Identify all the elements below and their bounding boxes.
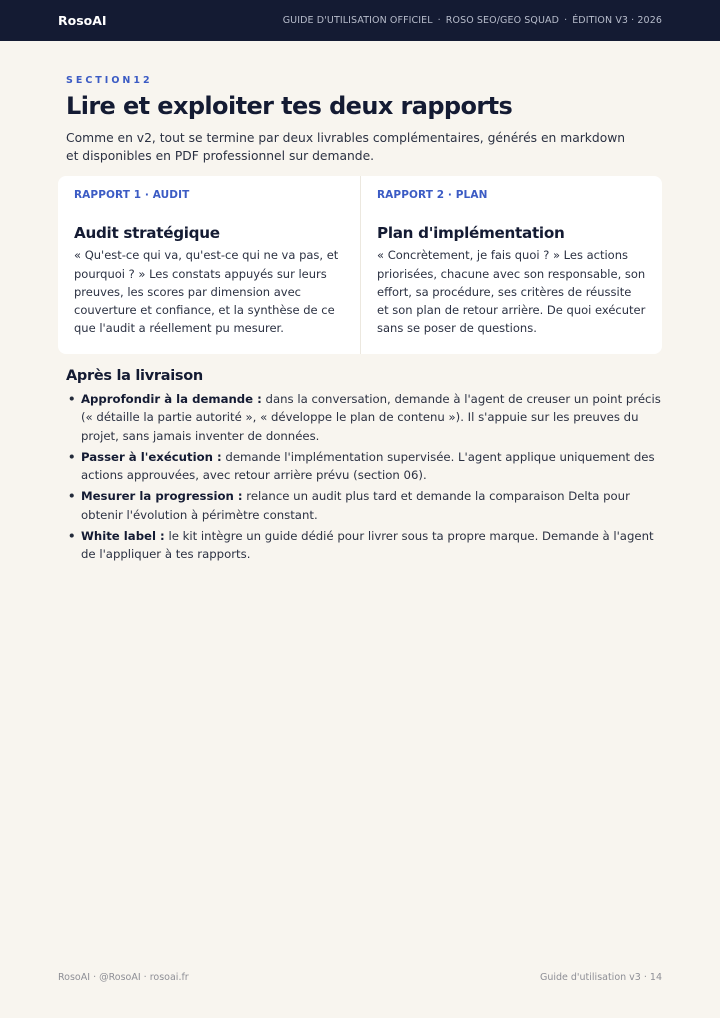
list-item-text: relance un audit plus tard et demande la comparaison Delta pour obtenir l'évolution à périmètre constant. [81, 489, 630, 522]
bullet-icon: • [68, 529, 76, 544]
card-title: Audit stratégique [74, 224, 220, 242]
brand-logo-text: RosoAI [58, 13, 107, 28]
header-meta-squad: ROSO SEO/GEO SQUAD [445, 15, 560, 26]
card-tag: RAPPORT 2 · PLAN [377, 189, 488, 201]
section-eyebrow: SECTION12 [66, 75, 153, 86]
header-separator: · [437, 15, 441, 26]
list-item-text: demande l'implémentation supervisée. L'agent applique uniquement des actions approuvées, avec retour arrière prévu (section 06). [81, 449, 655, 483]
card-text: « Qu'est-ce qui va, qu'est-ce qui ne va pas, et pourquoi ? » Les constats appuyés sur leurs preuves, les scores par dimension avec couverture et confiance, et la synthèse de ce que l'audit a réellement pu mesurer. [74, 248, 339, 336]
footer-left: RosoAI · @RosoAI · rosoai.fr [58, 972, 189, 983]
list-item [66, 448, 662, 485]
section-intro: Comme en v2, tout se termine par deux livrables complémentaires, générés en markdown et disponibles en PDF professionnel sur demande. [66, 130, 626, 163]
section-header [66, 75, 662, 165]
header-meta-edition: ÉDITION V3 · 2026 [572, 15, 662, 26]
list-item-lead: Mesurer la progression : [81, 489, 243, 504]
header-bar [0, 0, 720, 41]
card-text: « Concrètement, je fais quoi ? » Les actions priorisées, chacune avec son responsable, son effort, sa procédure, ses critères de réussite et son plan de retour arrière. De quoi exécuter sans se poser de questions. [377, 248, 646, 336]
bullet-icon: • [68, 489, 76, 504]
reports-panel [58, 176, 662, 354]
list-item [66, 527, 662, 564]
footer-page-number: Guide d'utilisation v3 · 14 [539, 972, 662, 983]
page-title: Lire et exploiter tes deux rapports [66, 92, 513, 120]
list-item-lead: Passer à l'exécution : [81, 449, 222, 464]
list-item [66, 487, 662, 524]
header-meta-guide: GUIDE D'UTILISATION OFFICIEL [282, 15, 433, 26]
card-tag: RAPPORT 1 · AUDIT [74, 189, 190, 201]
bullet-icon: • [68, 392, 76, 406]
header-separator: · [564, 15, 568, 26]
header-meta [283, 15, 662, 26]
page-footer [58, 972, 662, 983]
after-delivery-title: Après la livraison [66, 368, 203, 384]
bullet-icon: • [68, 449, 76, 464]
after-delivery-list [66, 390, 662, 564]
list-item-lead: White label : [81, 529, 165, 544]
report-card-audit [58, 176, 360, 354]
list-item [66, 390, 662, 445]
card-title: Plan d'implémentation [377, 224, 565, 242]
report-card-plan [360, 176, 662, 354]
list-item-lead: Approfondir à la demande : [81, 392, 262, 406]
list-item-text: dans la conversation, demande à l'agent de creuser un point précis (« détaille la partie autorité », « développe le plan de contenu »). Il s'appuie sur les preuves du projet, sans jamais inventer de données. [81, 392, 661, 443]
list-item-text: le kit intègre un guide dédié pour livrer sous ta propre marque. Demande à l'agent de l'appliquer à tes rapports. [81, 529, 654, 562]
after-delivery-section [66, 368, 662, 567]
